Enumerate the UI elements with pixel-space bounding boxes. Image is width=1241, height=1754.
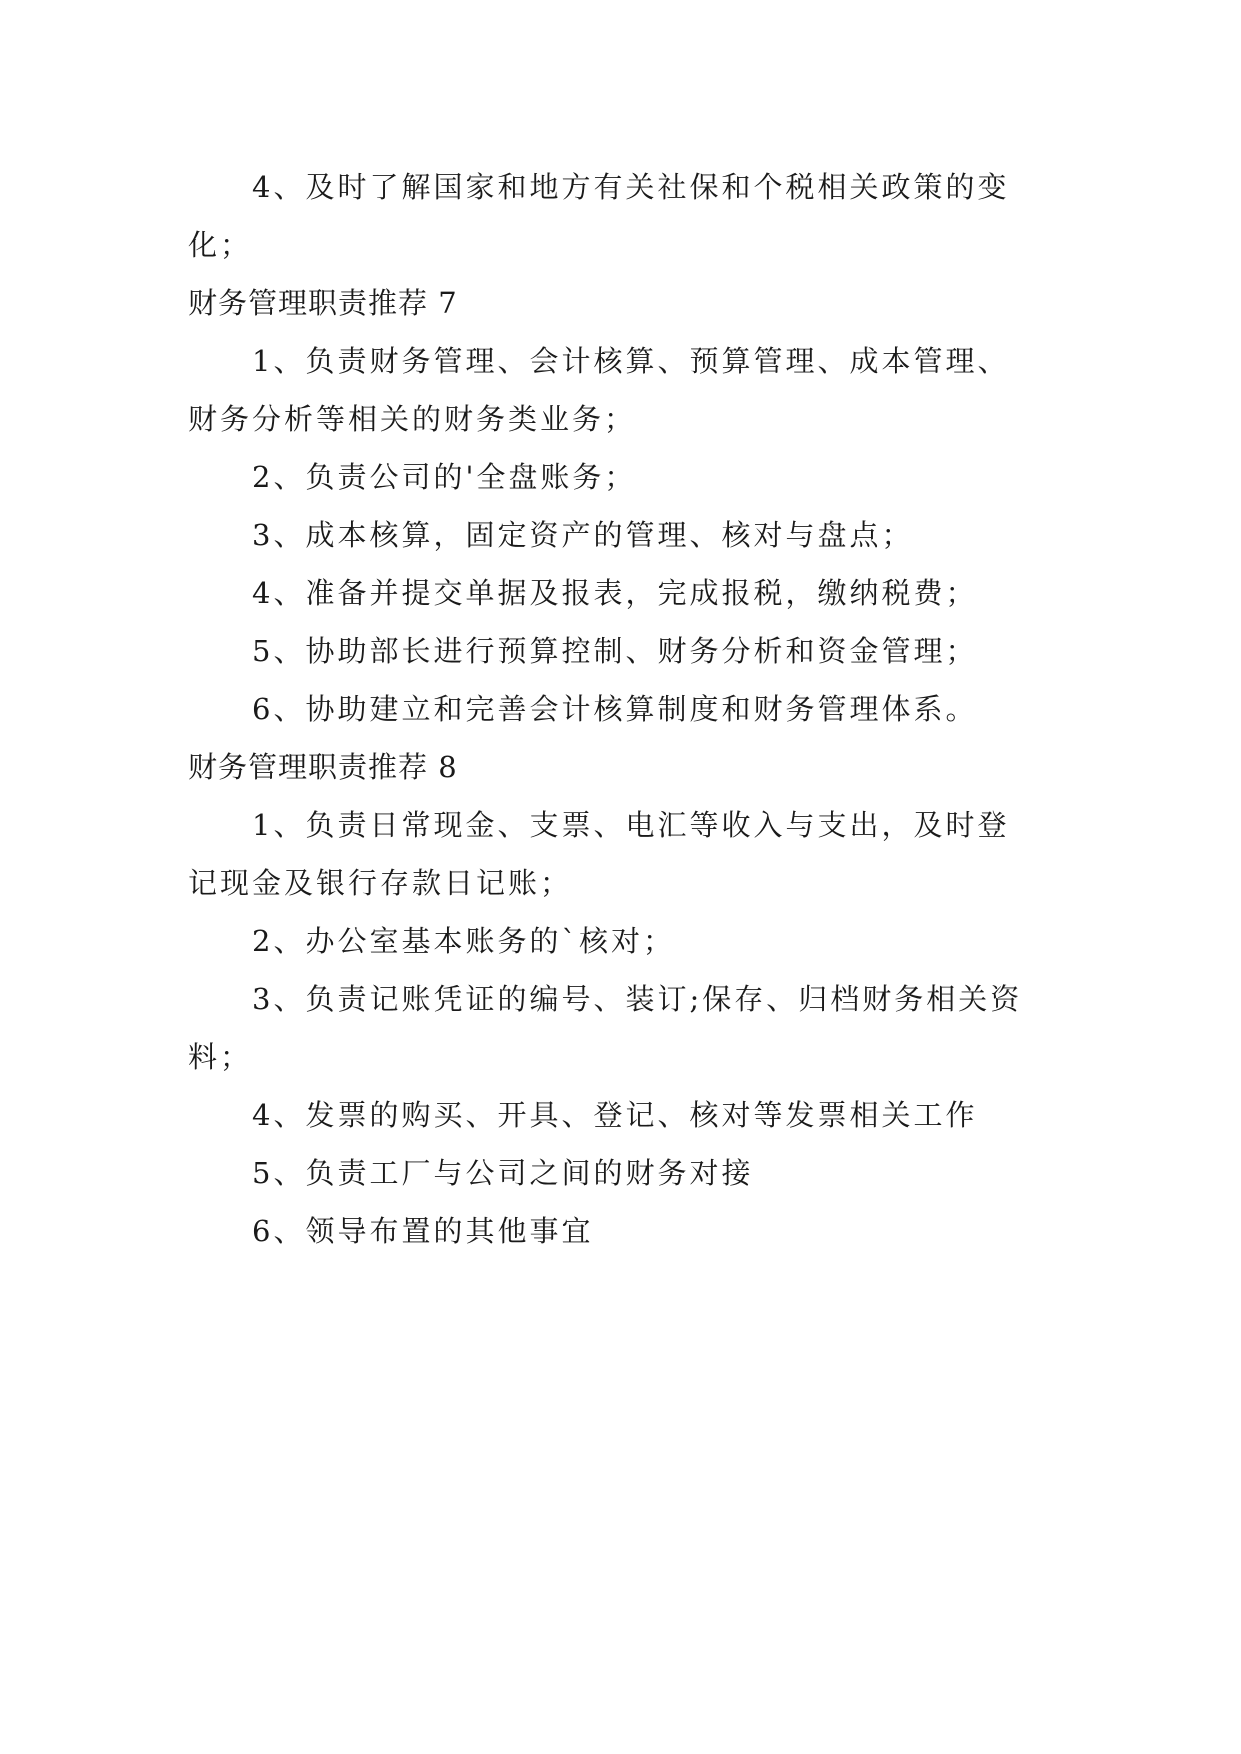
section-heading-7: 财务管理职责推荐 7 (188, 286, 458, 320)
list-item-text: 4、准备并提交单据及报表，完成报税，缴纳税费； (252, 576, 978, 610)
list-item-continuation: 记现金及银行存款日记账； (188, 866, 573, 900)
section-heading-8: 财务管理职责推荐 8 (188, 750, 458, 784)
list-item-text: 5、负责工厂与公司之间的财务对接 (252, 1156, 754, 1190)
list-item-text: 2、办公室基本账务的`核对； (252, 924, 675, 958)
list-item-continuation: 料； (188, 1040, 253, 1074)
document-body (188, 158, 1050, 1260)
list-item-text: 4、发票的购买、开具、登记、核对等发票相关工作 (252, 1098, 978, 1132)
list-item-text: 2、负责公司的'全盘账务； (252, 460, 637, 494)
list-item-text: 1、负责日常现金、支票、电汇等收入与支出，及时登 (252, 808, 1010, 842)
list-item-continuation: 化； (188, 228, 253, 262)
list-item-text: 6、领导布置的其他事宜 (252, 1214, 594, 1248)
list-item-text: 3、成本核算，固定资产的管理、核对与盘点； (252, 518, 914, 552)
list-item-text: 6、协助建立和完善会计核算制度和财务管理体系。 (252, 692, 978, 726)
list-item-text: 5、协助部长进行预算控制、财务分析和资金管理； (252, 634, 978, 668)
list-item-continuation: 财务分析等相关的财务类业务； (188, 402, 637, 436)
list-item-text: 3、负责记账凭证的编号、装订;保存、归档财务相关资 (252, 982, 1023, 1016)
list-item-text: 1、负责财务管理、会计核算、预算管理、成本管理、 (252, 344, 1010, 378)
list-item-text: 4、及时了解国家和地方有关社保和个税相关政策的变 (252, 170, 1010, 204)
